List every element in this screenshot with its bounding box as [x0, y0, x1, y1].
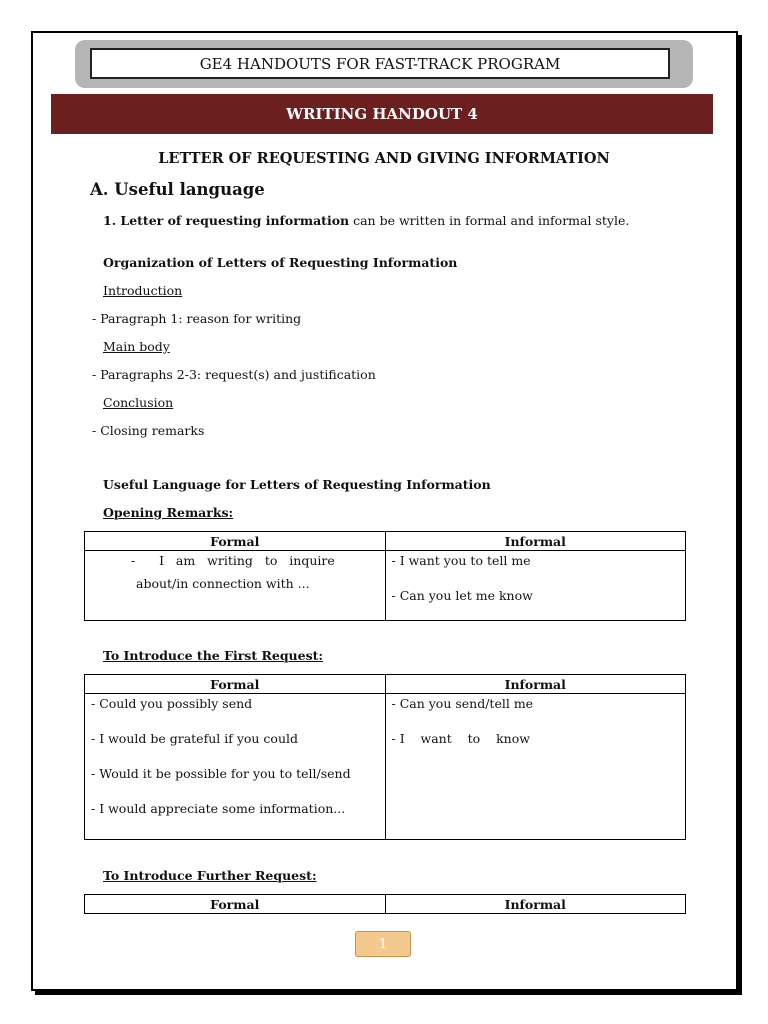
item-1-text: can be written in formal and informal style.	[349, 213, 630, 228]
informal-column-header: Informal	[385, 895, 686, 914]
formal-phrase: - Could you possibly send	[91, 696, 253, 711]
item-1-bold: 1. Letter of requesting information	[103, 213, 350, 228]
useful-language-heading: Useful Language for Letters of Requesting Information	[103, 477, 491, 492]
formal-phrase: about/in connection with ...	[136, 576, 310, 591]
informal-phrase: - Can you let me know	[391, 588, 533, 603]
informal-phrase: - I want to know	[391, 731, 530, 746]
formal-phrase: - I would be grateful if you could	[91, 731, 299, 746]
informal-column-header: Informal	[385, 675, 686, 694]
table-header-row	[85, 895, 686, 914]
first-request-heading: To Introduce the First Request:	[103, 648, 324, 663]
introduction-label: Introduction	[103, 283, 183, 298]
informal-cell	[385, 551, 686, 621]
table-row	[85, 551, 686, 621]
opening-remarks-table	[84, 531, 686, 621]
item-1	[103, 213, 629, 228]
first-request-table	[84, 674, 686, 840]
formal-column-header: Formal	[85, 675, 386, 694]
formal-phrase: - Would it be possible for you to tell/send	[91, 766, 351, 781]
informal-phrase: - Can you send/tell me	[391, 696, 534, 711]
conclusion-item: - Closing remarks	[92, 423, 205, 438]
further-request-heading: To Introduce Further Request:	[103, 868, 317, 883]
introduction-item: - Paragraph 1: reason for writing	[92, 311, 302, 326]
formal-column-header: Formal	[85, 532, 386, 551]
handout-title: WRITING HANDOUT 4	[51, 94, 713, 134]
main-body-label: Main body	[103, 339, 170, 354]
section-heading: A. Useful language	[90, 180, 265, 199]
informal-cell	[385, 694, 686, 840]
formal-column-header: Formal	[85, 895, 386, 914]
further-request-table	[84, 894, 686, 914]
document-title: LETTER OF REQUESTING AND GIVING INFORMATION	[158, 150, 610, 167]
organization-heading: Organization of Letters of Requesting Information	[103, 255, 458, 270]
informal-phrase: - I want you to tell me	[391, 553, 531, 568]
formal-phrase: - I would appreciate some information...	[91, 801, 346, 816]
table-header-row	[85, 675, 686, 694]
opening-remarks-heading: Opening Remarks:	[103, 505, 234, 520]
program-title: GE4 HANDOUTS FOR FAST-TRACK PROGRAM	[90, 48, 670, 79]
informal-column-header: Informal	[385, 532, 686, 551]
page-number: 1	[355, 931, 411, 957]
main-body-item: - Paragraphs 2-3: request(s) and justification	[92, 367, 376, 382]
table-header-row	[85, 532, 686, 551]
table-row	[85, 694, 686, 840]
formal-cell	[85, 694, 386, 840]
conclusion-label: Conclusion	[103, 395, 174, 410]
formal-cell	[85, 551, 386, 621]
formal-phrase: - I am writing to inquire	[131, 553, 335, 568]
